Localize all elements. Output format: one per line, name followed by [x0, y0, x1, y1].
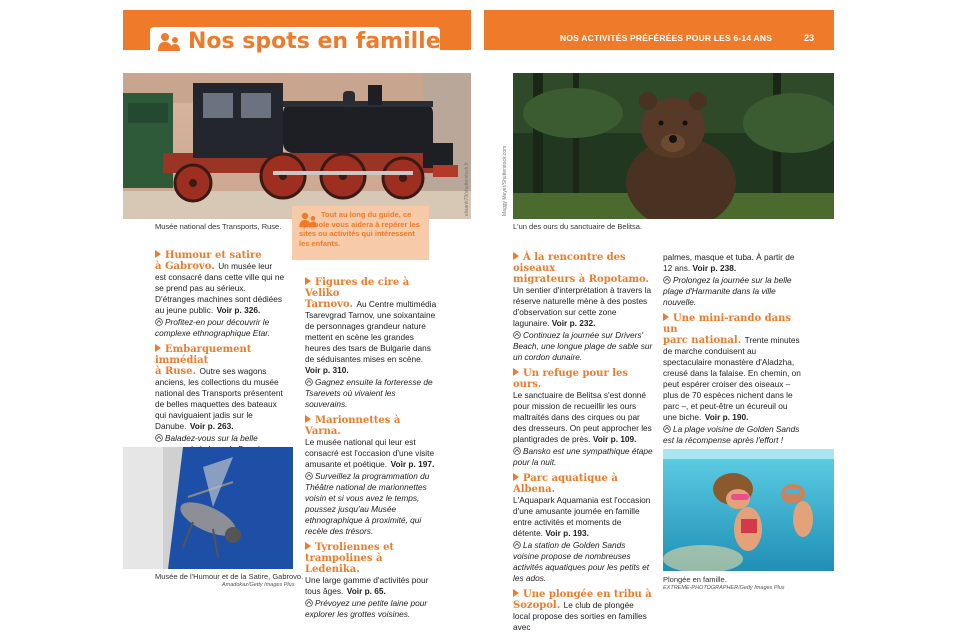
section-heading: Tyroliennes et trampolines à Ledenika. Une large gamme d'activités pour tous âges. Voir p. 65. — [305, 542, 429, 596]
section-veliko-tarnovo — [305, 277, 437, 410]
page-title: Nos spots en famille — [188, 29, 441, 54]
tip-text: Gagnez ensuite la forteresse de Tsarevets où vivaient les souverains. — [305, 377, 433, 409]
section-gabrovo — [155, 250, 285, 339]
arrow-icon — [155, 344, 161, 352]
tip-text: Bansko est une sympathique étape pour la nuit. — [513, 446, 653, 467]
section-heading: Humour et satire à Gabrovo. Un musée leur est consacré dans cette ville qui ne se prend pas au sérieux. D'étranges machines sont dédiées au jeune public. Voir p. 326. — [155, 250, 285, 315]
section-heading: Embarquement immédiat à Ruse. Outre ses wagons anciens, les collections du musée national des Transports présentent de belles maquettes des bateaux qui naviguaient jadis sur le Danube. Voir p. 263. — [155, 344, 283, 431]
section-heading: Une mini-rando dans un parc national. Trente minutes de marche conduisent au spectaculaire monastère d'Aladzha, creusé dans la falaise. En chemin, on peut espérer croiser des oiseaux – plus de 70 espèces nichent dans le parc –, et peut-être un écureuil ou une biche. Voir p. 190. — [663, 313, 801, 422]
section-body: palmes, masque et tuba. À partir de 12 ans. Voir p. 238. — [663, 252, 795, 273]
callout-text: Tout au long du guide, ce symbole vous aidera à repérer les sites ou activités qui intéressent les enfants. — [299, 210, 420, 248]
family-icon — [158, 32, 182, 52]
arrow-icon — [305, 542, 311, 550]
sculpture-photo — [123, 447, 293, 569]
thumb-icon — [305, 378, 313, 386]
section-body: L'Aquapark Aquamania est l'occasion d'une amusante journée en famille entre activités et moments de détente. Voir p. 193. — [513, 495, 651, 538]
bear-photo-credit: Maggy Meyer/Shutterstock.com — [502, 145, 508, 216]
tip-text: Baladez-vous sur la belle — [155, 433, 285, 455]
tip-text: La plage voisine de Golden Sands est la récompense après l'effort ! — [663, 424, 800, 445]
thumb-icon — [663, 276, 671, 284]
thumb-icon — [155, 318, 163, 326]
tip-text: Prévoyez une petite laine pour explorer les grottes voisines. — [305, 598, 428, 619]
tip-text: Profitez-en pour découvrir le complexe ethnographique Etar. — [155, 317, 271, 338]
section-mini-rando — [663, 313, 803, 446]
tip-text: La station de Golden Sands voisine propose de nombreuses activités aquatiques pour les petits et les ados. — [513, 540, 650, 583]
column-1 — [155, 250, 285, 460]
section-sozopol — [513, 589, 653, 633]
thumb-icon — [513, 447, 521, 455]
arrow-icon — [305, 277, 311, 285]
thumb-icon — [155, 434, 163, 442]
snorkel-credit: EXTREME-PHOTOGRAPHER/Getty Images Plus — [663, 585, 785, 591]
section-heading: À la rencontre des oiseaux migrateurs à Ropotamo. — [513, 252, 650, 285]
section-albena — [513, 473, 653, 584]
column-3 — [513, 252, 653, 638]
section-heading: Marionnettes à Varna. Le musée national qui leur est consacré est l'occasion d'une visite amusante et poétique. Voir p. 197. — [305, 415, 435, 469]
thumb-icon — [305, 599, 313, 607]
thumb-icon — [663, 425, 671, 433]
section-body: Le sanctuaire de Belitsa s'est donné pour mission de recueillir les ours maltraités dans des cirques ou par des dresseurs. On peut approcher les plantigrades de près. Voir p. 109. — [513, 390, 652, 444]
snorkel-photo — [663, 449, 834, 571]
train-photo-credit: elisank79/shutterstock.fr — [464, 162, 470, 216]
thumb-icon — [305, 472, 313, 480]
thumb-icon — [513, 331, 521, 339]
bear-photo — [513, 73, 834, 219]
section-belitsa — [513, 368, 653, 468]
page-number: 23 — [804, 33, 815, 43]
section-heading: Figures de cire à Veliko Tarnovo. Au Centre multimédia Tsarevgrad Tarnov, une soixantaine de personnages grandeur nature mettent en scène les grandes heures des tsars de Bulgarie dans de séduisantes mises en scène. Voir p. 310. — [305, 277, 437, 375]
train-photo — [123, 73, 471, 219]
tip-text: Prolongez la journée sur la belle plage d'Harmanite dans la ville nouvelle. — [663, 275, 792, 307]
arrow-icon — [513, 368, 519, 376]
section-heading: Parc aquatique à Albena. — [513, 473, 618, 495]
section-heading: Un refuge pour les ours. — [513, 368, 628, 390]
section-varna — [305, 415, 437, 537]
tip-text: Continuez la journée sur Drivers' Beach, une longue plage de sable sur un cordon dunaire. — [513, 330, 653, 362]
right-header-bar — [484, 10, 834, 50]
section-ledenika — [305, 542, 437, 620]
section-body: Un sentier d'interprétation à travers la réserve naturelle mène à des postes d'observation sur cette zone lagunaire. Voir p. 232. — [513, 285, 652, 328]
section-sozopol-cont — [663, 252, 803, 308]
column-4 — [663, 252, 803, 451]
snorkel-caption: Plongée en famille. — [663, 575, 727, 584]
section-heading: Une plongée en tribu à Sozopol. Le club de plongée local propose des sorties en familles avec — [513, 589, 652, 632]
train-photo-caption: Musée national des Transports, Ruse. — [155, 222, 282, 231]
bear-photo-caption: L'un des ours du sanctuaire de Belitsa. — [513, 222, 643, 231]
arrow-icon — [663, 313, 669, 321]
sculpture-credit: Amadokaz/Getty Images Plus — [222, 582, 295, 588]
arrow-icon — [513, 589, 519, 597]
sculpture-caption: Musée de l'Humour et de la Satire, Gabrovo. — [155, 572, 304, 581]
section-ruse — [155, 344, 285, 455]
right-header-title: NOS ACTIVITÉS PRÉFÉRÉES POUR LES 6-14 ANS — [560, 33, 773, 43]
arrow-icon — [513, 473, 519, 481]
arrow-icon — [155, 250, 161, 258]
section-ropotamo — [513, 252, 653, 363]
thumb-icon — [513, 541, 521, 549]
arrow-icon — [305, 415, 311, 423]
column-2 — [305, 277, 437, 625]
arrow-icon — [513, 252, 519, 260]
tip-text: Surveillez la programmation du Théâtre national de marionnettes voisin et si vous avez le temps, poussez jusqu'au Musée ethnographique à proximité, qui recèle des trésors. — [305, 471, 430, 536]
